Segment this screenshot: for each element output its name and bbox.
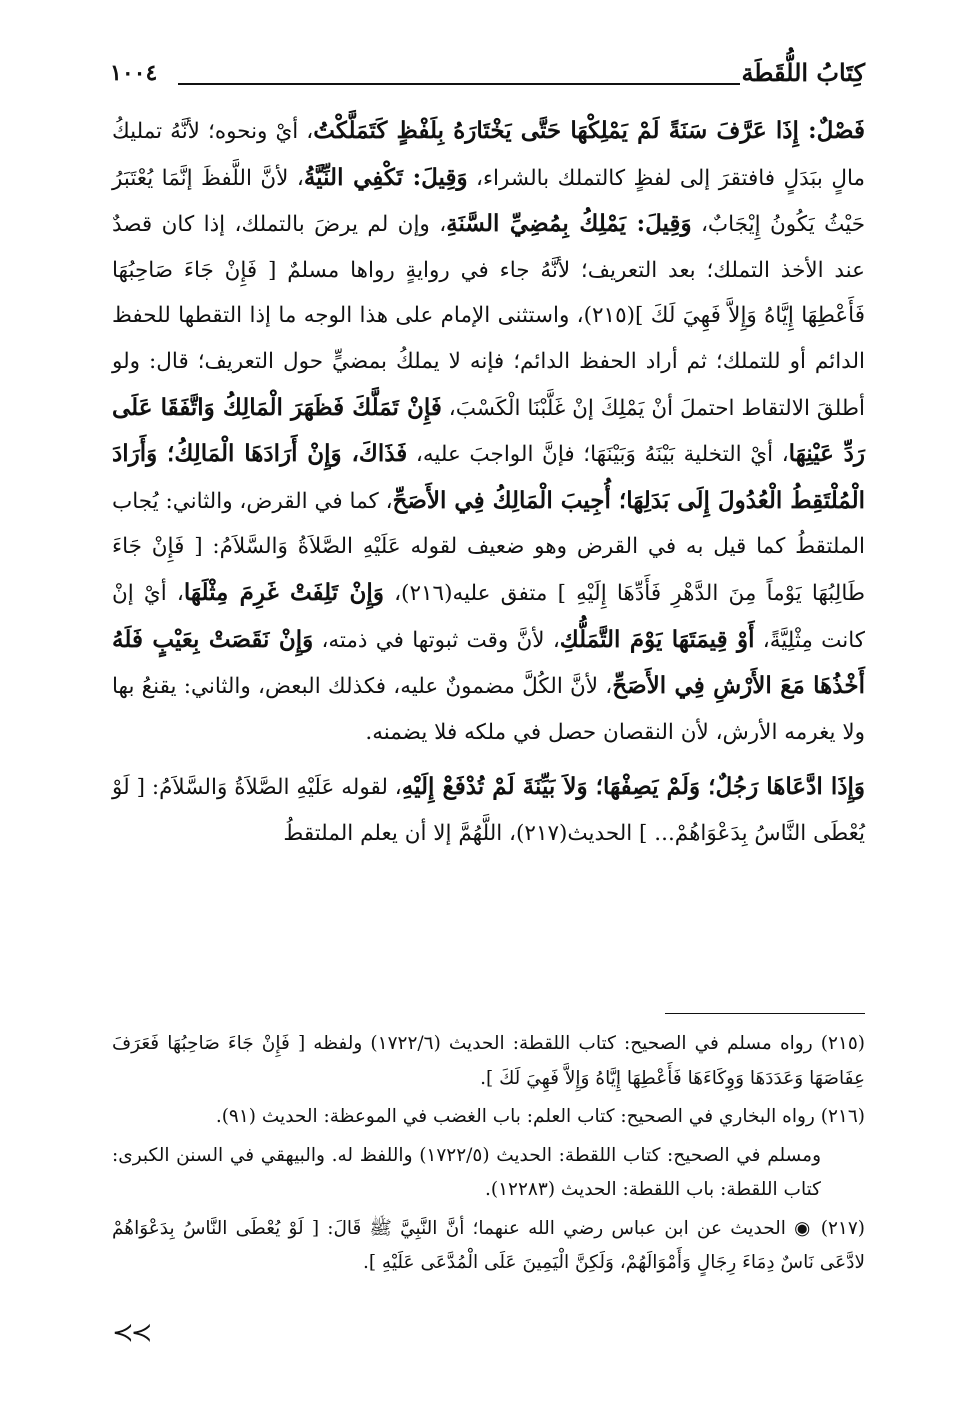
commentary-text: ، أيْ التخلية بَيْنَهُ وَبَيْنَهَا؛ فإنَّ الواجبَ عليه، bbox=[407, 442, 789, 468]
matn-text: فَصْلٌ: إِذَا عَرَّفَ سَنَةً لَمْ يَمْلِكْهَا حَتَّى يَخْتَارَهُ بِلَفْظٍ كَتَمَلَّكْتُ bbox=[313, 117, 865, 144]
matn-text: وَإِنْ تَلِفَتْ غَرِمَ مِثْلَهَا bbox=[183, 578, 384, 606]
matn-text: وَإِذَا ادَّعَاهَا رَجُلٌ؛ وَلَمْ يَصِفْهَا؛ وَلاَ بَيِّنَةَ لَمْ تُدْفَعْ إِلَيْهِ bbox=[401, 773, 865, 801]
main-text bbox=[112, 108, 865, 857]
header-divider bbox=[178, 83, 740, 85]
footnote: (٢١٧) ◉ الحديث عن ابن عباس رضي الله عنهما؛ أنَّ النَّبِيَّ ﷺ قَالَ: [ لَوْ يُعْطَى النَّاسُ بِدَعْوَاهُمْ لادَّعَى نَاسٌ دِمَاءَ رِجَالٍ وَأَمْوَالَهُمْ، وَلَكِنَّ الْيَمِينَ عَلَى الْمُدَّعَى عَلَيْهِ ]. bbox=[112, 1217, 865, 1273]
matn-text: وَقِيلَ: يَمْلِكُ بِمُضِيِّ السَّنَةِ bbox=[446, 210, 692, 238]
commentary-text: ، لقوله عَلَيْهِ الصَّلاَةُ وَالسَّلاَمُ: [ لَوْ يُعْطَى النَّاسُ بِدَعْوَاهُمْ... ] الحديث(٢١٧)، اللَّهُمَّ إلا أن يعلم الملتقطُ bbox=[112, 775, 865, 846]
body-paragraph bbox=[112, 108, 865, 755]
footnote: (٢١٦) رواه البخاري في الصحيح: كتاب العلم: باب الغضب في الموعظة: الحديث (٩١). bbox=[215, 1106, 865, 1127]
continuation-mark: ≺≺ bbox=[112, 1318, 150, 1348]
matn-text: أَوْ قِيمَتَهَا يَوْمَ التَّمَلُّكِ bbox=[559, 625, 755, 653]
body-paragraph bbox=[112, 764, 865, 856]
matn-text: فَذَاكَ، وَإِنْ أَرَادَهَا الْمَالِكُ؛ وَأَرَادَ الْمُلْتَقِطُ الْعُدُولَ إِلَى بَدَلِهَا؛ أُجِيبَ الْمَالِكُ فِي الأَصَحِّ bbox=[112, 440, 866, 514]
commentary-text: ، لأنَّ وقت ثبوتها في ذمته، bbox=[313, 627, 560, 653]
matn-text: فَإِنْ تَمَلَّكَ فَظَهَرَ الْمَالِكُ وَاتَّفَقَا عَلَى رَدِّ عَيْنِهَا bbox=[112, 393, 865, 468]
commentary-text: ، أيْ ونحوه؛ لأنَّهُ تمليكُ مالٍ ببَدَلٍ فافتقرَ إلى لفظٍ كالتملك بالشراء، bbox=[112, 119, 866, 191]
commentary-text: ، لأنَّ اللَّفظَ إنَّمَا يُعْتَبَرُ حَيْثُ يَكُونُ إِيْجَابٌ، bbox=[112, 165, 866, 238]
commentary-text: ، أيْ إنْ كانت مِثْلِيَّةً، bbox=[112, 580, 865, 653]
commentary-text: ، كما في القرض، والثاني: يُجاب الملتقطُ كما قيل به في القرض وهو ضعيف لقوله عَلَيْهِ الصَّلاَةُ وَالسَّلاَمُ: [ فَإِنْ جَاءَ طَالِبُهَا يَوْماً مِنَ الدَّهْرِ فَأَدِّهَا إِلَيْهِ ] متفق عليه(٢١٦)، bbox=[112, 488, 866, 606]
footnotes bbox=[112, 1027, 865, 1285]
matn-text: وَإِنْ نَقَصَتْ بِعَيْبٍ فَلَهُ أَخْذُهَا مَعَ الأَرْشِ فِي الأَصَحِّ bbox=[112, 625, 865, 700]
commentary-text: ، وإن لم يرضَ بالتملك، إذا كان قصدٌ عند الأخذ التملك؛ بعد التعريف؛ لأنَّهُ جاء في روايةٍ رواها مسلمٌ [ فَإِنْ جَاءَ صَاحِبُهَا فَأَعْطِهَا إِيَّاهُ وَإِلاَّ فَهِيَ لَكَ ](٢١٥)، واستثنى الإمام على هذا الوجه ما إذا التقطها للحفظ الدائم أو للتملك؛ ثم أراد الحفظ الدائم؛ فإنه لا يملكُ بمضيٍّ حول التعريف؛ قال: ولو أطلقَ الالتقاط احتملَ أنْ يَمْلِكَ إنْ غَلَّبْنَا الْكَسْبَ، bbox=[112, 212, 866, 421]
page-number: ١٠٠٤ bbox=[110, 60, 158, 86]
commentary-text: ، لأنَّ الكُلَّ مضمونٌ عليه، فكذلك البعض، والثاني: يقنعُ بها ولا يغرمه الأرش، لأن النقصان حصل في ملكه فلا يضمنه. bbox=[112, 674, 865, 745]
footnote-divider bbox=[665, 1013, 865, 1014]
book-title: كِتَابُ اللُّقَطَة bbox=[741, 58, 865, 87]
footnote: ومسلم في الصحيح: كتاب اللقطة: الحديث (١٧٢٢/٥) واللفظ له. والبيهقي في السنن الكبرى: كتاب اللقطة: باب اللقطة: الحديث (١٢٢٨٣). bbox=[112, 1144, 821, 1200]
matn-text: وَقِيلَ: تَكْفِي النِّيَّةُ bbox=[303, 163, 468, 191]
footnote: (٢١٥) رواه مسلم في الصحيح: كتاب اللقطة: الحديث (١٧٢٢/٦) ولفظه [ فَإِنْ جَاءَ صَاحِبُهَا فَعَرَفَ عِفَاصَهَا وَعَدَدَهَا وَوِكَاءَهَا فَأَعْطِهَا إِيَّاهُ وَإِلاَّ فَهِيَ لَكَ ]. bbox=[112, 1033, 866, 1089]
